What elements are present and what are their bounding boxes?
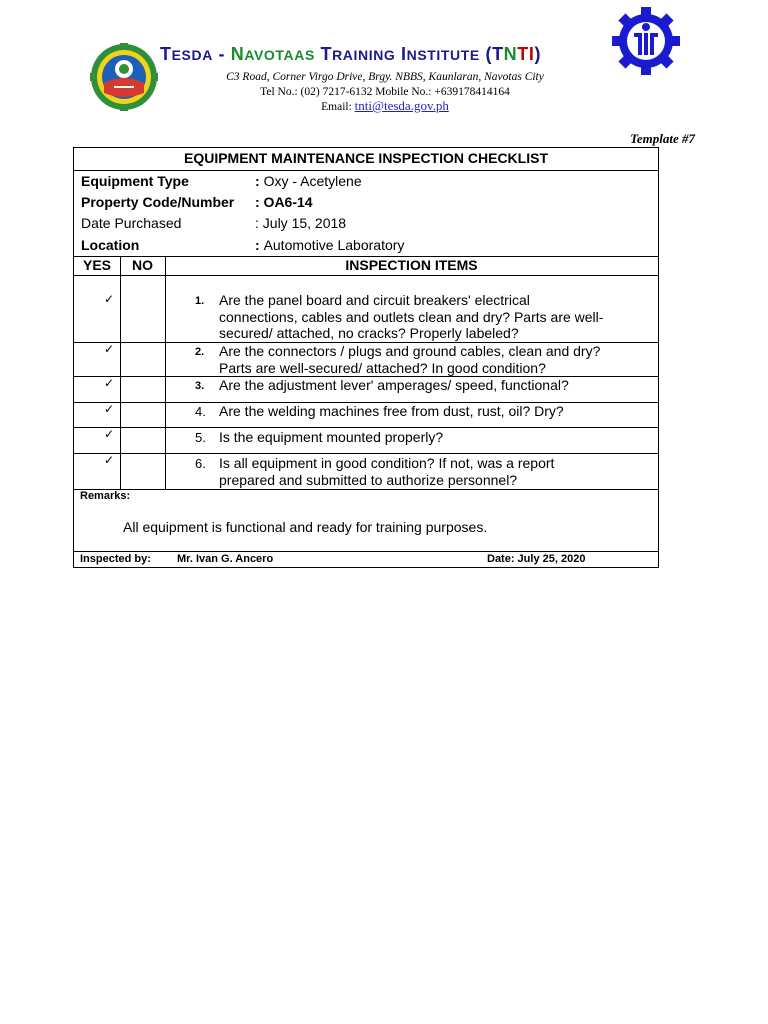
tel-line: Tel No.: (02) 7217-6132 Mobile No.: +639178414164	[260, 85, 510, 98]
item-text: Are the connectors / plugs and ground cables, clean and dry? Parts are well-secured/ attached? In good condition?	[219, 343, 601, 376]
location-value: : Automotive Laboratory	[255, 237, 405, 253]
inspection-items-header: INSPECTION ITEMS	[345, 257, 478, 273]
item-text: Are the panel board and circuit breakers' electrical connections, cables and outlets clean and dry? Parts are well- secured/ attached, no cracks? Properly labeled?	[219, 292, 604, 341]
yes-check-icon: ✓	[104, 453, 115, 467]
tnti-logo	[90, 43, 158, 111]
yes-check-icon: ✓	[104, 376, 115, 390]
item-text: Is all equipment in good condition? If not, was a report prepared and submitted to authorize personnel?	[219, 455, 555, 488]
yes-check-icon: ✓	[104, 427, 115, 441]
template-number: Template #7	[630, 131, 695, 146]
equipment-type-value: : Oxy - Acetylene	[255, 173, 362, 189]
item-text: Is the equipment mounted properly?	[219, 429, 444, 445]
item-text: Are the welding machines free from dust, rust, oil? Dry?	[219, 403, 564, 419]
date-purchased-value: : July 15, 2018	[255, 215, 347, 231]
checklist-title: EQUIPMENT MAINTENANCE INSPECTION CHECKLIST	[183, 150, 548, 166]
item-number: 3.	[195, 380, 205, 392]
item-number: 2.	[195, 346, 205, 358]
item-number: 4.	[195, 404, 206, 419]
email-link[interactable]: tnti@tesda.gov.ph	[354, 98, 449, 113]
remarks-text: All equipment is functional and ready for training purposes.	[123, 519, 488, 535]
date-purchased-label: Date Purchased	[81, 215, 182, 231]
inspected-by-label: Inspected by:	[80, 553, 151, 565]
institute-contact	[200, 70, 570, 115]
location-label: Location	[81, 237, 140, 253]
no-column-header: NO	[132, 257, 153, 273]
yes-check-icon: ✓	[104, 402, 115, 416]
item-number: 1.	[195, 295, 205, 307]
address-line: C3 Road, Corner Virgo Drive, Brgy. NBBS, Kaunlaran, Navotas City	[226, 71, 544, 83]
equipment-type-label: Equipment Type	[81, 173, 189, 189]
email-line: Email: tnti@tesda.gov.ph	[321, 98, 449, 113]
item-text: Are the adjustment lever' amperages/ speed, functional?	[219, 377, 569, 393]
tesda-logo	[612, 7, 680, 75]
inspection-date: Date: July 25, 2020	[487, 553, 586, 565]
yes-check-icon: ✓	[104, 342, 115, 356]
property-code-label: Property Code/Number	[81, 194, 235, 210]
inspection-checklist	[73, 147, 659, 568]
remarks-label: Remarks:	[80, 490, 131, 502]
institute-name: TESDA - NAVOTAAS TRAINING INSTITUTE (TNTI)	[160, 44, 542, 64]
yes-check-icon: ✓	[104, 292, 115, 306]
property-code-value: : OA6-14	[255, 194, 313, 210]
item-number: 5.	[195, 430, 206, 445]
yes-column-header: YES	[82, 257, 111, 273]
item-number: 6.	[195, 456, 206, 471]
inspector-name: Mr. Ivan G. Ancero	[177, 553, 274, 565]
